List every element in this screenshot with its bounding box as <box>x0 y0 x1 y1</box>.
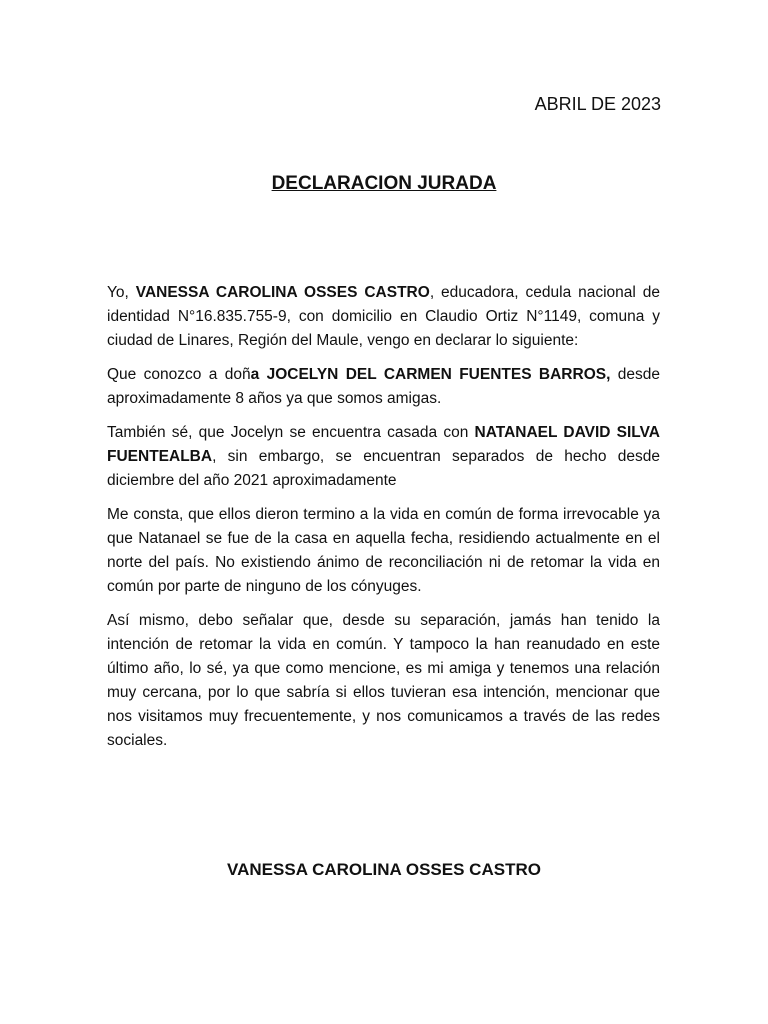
signature-name: VANESSA CAROLINA OSSES CASTRO <box>227 860 541 879</box>
declarant-name: VANESSA CAROLINA OSSES CASTRO <box>135 284 430 301</box>
friend-name: a JOCELYN DEL CARMEN FUENTES BARROS, <box>250 366 611 383</box>
text-run: Yo, <box>107 284 136 301</box>
spouse-name: NATANAEL DAVID SILVA FUENTEALBA <box>107 424 660 465</box>
paragraph-declarant-intro <box>107 281 660 353</box>
text-run: Así mismo, debo señalar que, desde su separación, jamás han tenido la intención de retomar la vida en común. Y tampoco la han reanudado en este último año, lo sé, ya que como mencione, es mi amiga y tenemos una relación muy cercana, por lo que sabría si ellos tuvieran esa intención, mencionar que nos visitamos muy frecuentemente, y nos comunicamos a través de las redes sociales. <box>107 612 660 749</box>
declaration-body <box>107 281 660 763</box>
document-date: ABRIL DE 2023 <box>534 94 661 114</box>
text-run: desde aproximadamente 8 años ya que somos amigas. <box>107 366 661 407</box>
text-run: También sé, que Jocelyn se encuentra casada con <box>107 424 475 441</box>
paragraph-no-reconciliation <box>107 609 660 753</box>
paragraph-separation <box>107 503 660 599</box>
paragraph-marriage <box>107 421 660 493</box>
text-run: , educadora, cedula nacional de identidad N°16.835.755-9, con domicilio en Claudio Ortiz N°1149, comuna y ciudad de Linares, Región del Maule, vengo en declarar lo siguiente: <box>107 284 660 349</box>
text-run: Me consta, que ellos dieron termino a la vida en común de forma irrevocable ya que Natanael se fue de la casa en aquella fecha, residiendo actualmente en el norte del país. No existiendo ánimo de reconciliación ni de retomar la vida en común por parte de ninguno de los cónyuges. <box>107 506 660 595</box>
text-run: Que conozco a doñ <box>107 366 251 383</box>
document-title: DECLARACION JURADA <box>271 173 497 194</box>
paragraph-acquaintance <box>107 363 660 411</box>
text-run: , sin embargo, se encuentran separados de hecho desde diciembre del año 2021 aproximadamente <box>107 448 660 489</box>
